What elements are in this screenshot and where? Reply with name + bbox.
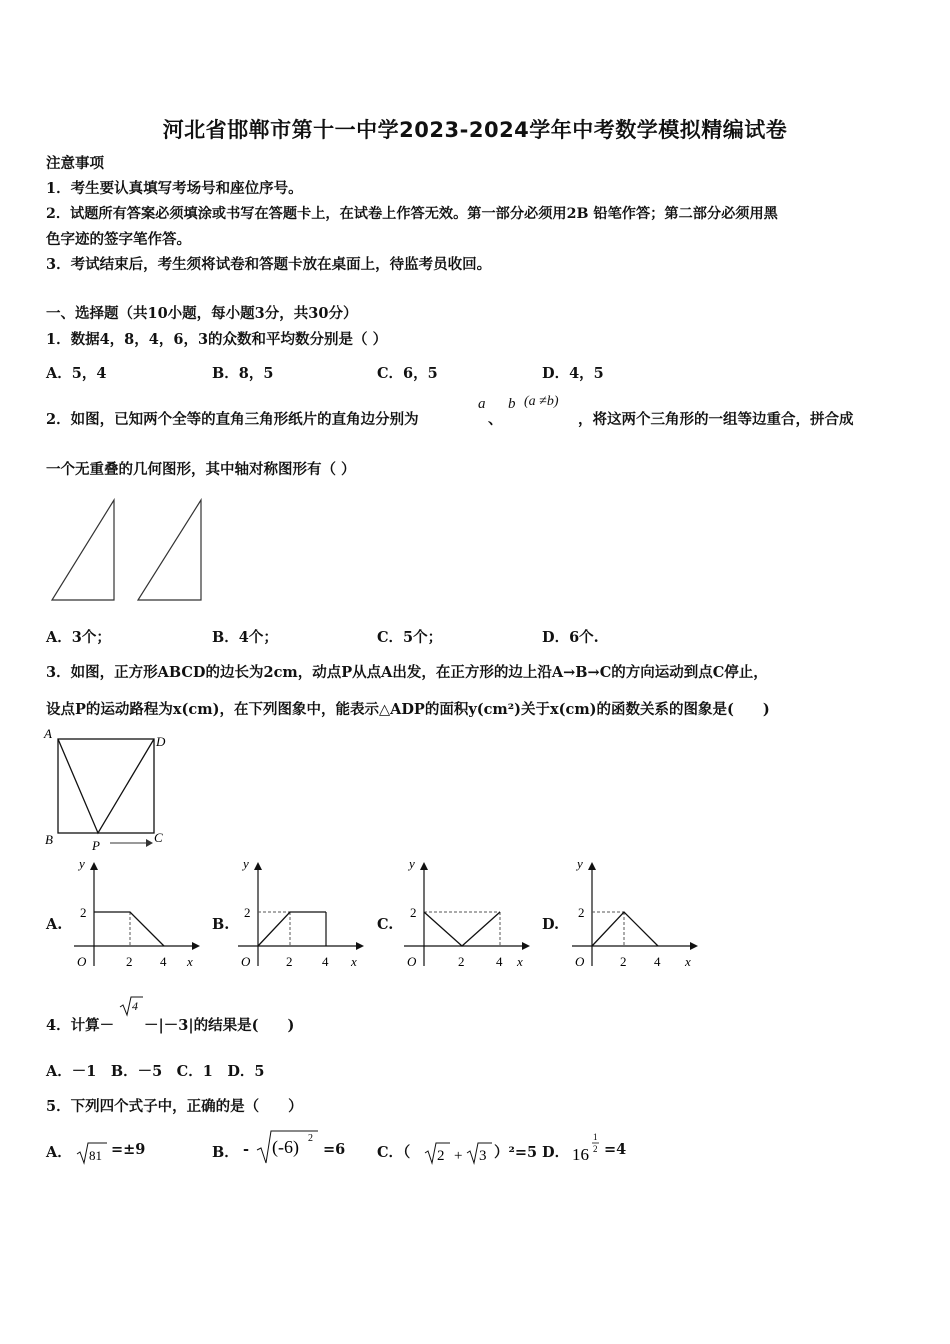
y-axis-arrow [420,862,428,870]
q2-option-d: D．6个. [542,629,599,646]
q3-option-a: A. [46,916,63,933]
q3-graph-c [394,856,534,972]
q2-option-b: B．4个； [212,629,278,646]
tick-x-2: 2 [286,954,293,969]
origin-label: O [241,954,251,969]
section-heading: 一、选择题（共10小题，每小题3分，共30分） [46,305,358,322]
q2-var-a: a [478,396,486,412]
x-axis-arrow [522,942,530,950]
notice-item-2-cont: 色字迹的签字笔作答。 [46,231,191,248]
label-a: A [44,726,52,741]
tick-y-2: 2 [244,905,251,920]
triangle-left [52,500,114,600]
label-b: B [45,832,53,847]
y-label: y [243,856,249,871]
q2-var-b: b [508,396,516,412]
y-label: y [79,856,85,871]
tick-x-4: 4 [322,954,329,969]
tick-x-2: 2 [126,954,133,969]
q5-option-a-label: A． [46,1144,72,1161]
page-title: 河北省邯郸市第十一中学2023-2024学年中考数学模拟精编试卷 [162,118,788,142]
y-label: y [409,856,415,871]
q5-option-a-tail: =±9 [111,1141,146,1158]
q4-stem-part2: －|－3|的结果是( ) [144,1017,295,1034]
q1-stem: 1．数据4，8，4，6，3的众数和平均数分别是（ ） [46,331,388,348]
motion-arrow-head [146,839,153,847]
q5-option-b-minus: - [243,1141,250,1158]
q4-sqrt-symbol [118,994,144,1020]
y-axis-arrow [254,862,262,870]
q4-radicand: 4 [132,999,138,1013]
q4-stem-part1: 4．计算－ [46,1017,115,1034]
q2-condition: (a ≠b) [524,394,559,409]
tick-y-2: 2 [80,905,87,920]
x-axis-arrow [690,942,698,950]
origin-label: O [407,954,417,969]
triangle-right [138,500,201,600]
x-label: x [685,954,691,969]
q5-stem: 5．下列四个式子中，正确的是（ ） [46,1098,303,1115]
graph-line [592,912,658,946]
q3-stem-part2: 设点P的运动路程为x(cm)，在下列图象中，能表示△ADP的面积y(cm²)关于x(cm)的函数关系的图象是( ) [46,701,770,718]
y-label: y [577,856,583,871]
q4-options: A．－1 B．－5 C．1 D．5 [46,1063,265,1080]
y-axis-arrow [588,862,596,870]
q3-option-d: D. [542,916,560,933]
q5-d-power [570,1130,604,1166]
tick-x-4: 4 [496,954,503,969]
q5-option-d-tail: =4 [604,1141,627,1158]
graph-line [424,912,500,946]
q1-option-c: C．6，5 [377,365,438,382]
q1-option-a: A．5，4 [46,365,107,382]
q5-c-radicand-2: 3 [479,1148,487,1164]
q5-option-b-label: B． [212,1144,239,1161]
q5-option-c-label: C．（ [377,1144,411,1161]
notice-item-2: 2．试题所有答案必须填涂或书写在答题卡上，在试卷上作答无效。第一部分必须用2B 铅笔作答；第二部分必须用黑 [46,206,778,222]
q5-c-sum [424,1138,494,1166]
y-axis-arrow [90,862,98,870]
q2-stem-part1: 2．如图，已知两个全等的直角三角形纸片的直角边分别为 [46,411,419,428]
tick-x-4: 4 [654,954,661,969]
x-label: x [351,954,357,969]
label-c: C [154,830,163,845]
q2-option-c: C．5个； [377,629,443,646]
q2-triangles-figure [48,495,208,605]
q2-option-a: A．3个； [46,629,111,646]
q3-stem-part1: 3．如图，正方形ABCD的边长为2cm，动点P从点A出发，在正方形的边上沿A→B→C的方向运动到点C停止， [46,664,768,681]
x-label: x [517,954,523,969]
notice-item-1: 1．考生要认真填写考场号和座位序号。 [46,180,303,197]
q5-d-numerator: 1 [593,1132,598,1142]
x-axis-arrow [356,942,364,950]
q3-option-c: C. [377,916,394,933]
q3-graph-a [64,856,204,972]
q5-b-radicand: (-6) [272,1137,299,1157]
origin-label: O [575,954,585,969]
q5-option-c-tail: ）²=5 [494,1144,538,1161]
notice-item-3: 3．考试结束后，考生须将试卷和答题卡放在桌面上，待监考员收回。 [46,256,492,273]
q5-b-sqrt [256,1128,322,1166]
q2-stem-part2: ，将这两个三角形的一组等边重合，拼合成 [578,411,854,428]
origin-label: O [77,954,87,969]
q3-graph-b [228,856,368,972]
label-p: P [92,838,100,853]
q5-option-d-label: D． [542,1144,570,1161]
q5-option-b-tail: =6 [323,1141,346,1158]
q3-graph-d [562,856,702,972]
tick-y-2: 2 [410,905,417,920]
notice-heading: 注意事项 [46,155,104,172]
triangle-adp [58,739,154,833]
q5-c-plus: + [454,1148,463,1164]
q5-a-sqrt [76,1138,108,1166]
q2-stem-part3: 一个无重叠的几何图形，其中轴对称图形有（ ） [46,461,356,478]
graph-line [258,912,326,946]
tick-x-2: 2 [620,954,627,969]
x-axis-arrow [192,942,200,950]
label-d: D [156,734,166,749]
tick-x-4: 4 [160,954,167,969]
q5-a-radicand: 81 [89,1148,102,1163]
q5-d-base: 16 [572,1145,589,1164]
x-label: x [187,954,193,969]
q3-square-figure [40,726,180,854]
q2-separator: 、 [488,411,503,428]
tick-y-2: 2 [578,905,585,920]
q5-b-exponent: 2 [308,1133,313,1144]
tick-x-2: 2 [458,954,465,969]
graph-line [94,912,164,946]
q1-option-d: D．4，5 [542,365,604,382]
q5-d-denominator: 2 [593,1144,598,1154]
q1-option-b: B．8，5 [212,365,274,382]
q5-c-radicand-1: 2 [437,1148,445,1164]
q3-option-b: B. [212,916,230,933]
